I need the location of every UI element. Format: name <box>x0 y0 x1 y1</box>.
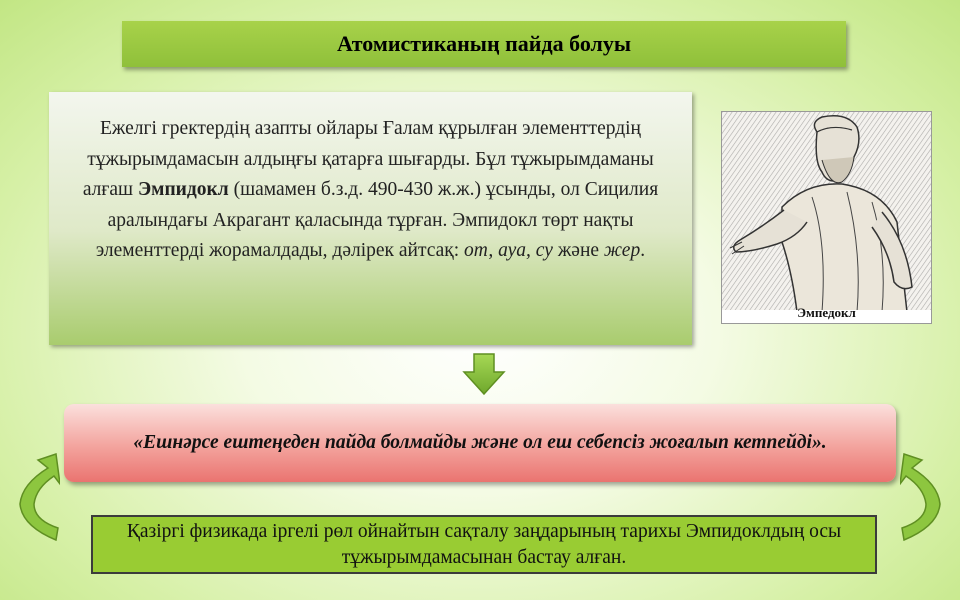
description-text-1: Ежелгі гректердің азапты ойлары Ғалам құрылған элементтердің тұжырымдамасын алдыңғы қатарға шығарды. Бұл тұжырымдаманы алғаш <box>82 118 654 200</box>
curved-arrow-right-icon <box>900 448 952 544</box>
elements-list: от, ауа, су <box>464 240 553 261</box>
down-arrow-icon <box>462 352 506 396</box>
description-text-2: (шамамен б.з.д. 490-430 ж.ж.) ұсынды, ол Сицилия аралындағы Акрагант қаласында тұрған. Эмпидокл төрт нақты элементтерді жорамалдады, дәлірек айтсақ: <box>95 179 659 261</box>
empedocles-portrait <box>721 111 932 324</box>
conclusion-text: Қазіргі физикада іргелі рөл ойнайтын сақталу заңдарының тарихы Эмпидоклдың осы тұжырымдамасынан бастау алған. <box>126 520 842 568</box>
description-box <box>49 92 692 345</box>
philosopher-name: Эмпидокл <box>137 179 229 200</box>
description-conjunction: және <box>552 240 604 261</box>
conclusion-box <box>91 515 877 574</box>
slide-title-bar <box>122 21 846 67</box>
curved-arrow-left-icon <box>8 448 60 544</box>
portrait-caption: Эмпедокл <box>797 305 856 320</box>
element-earth: жер <box>603 240 641 261</box>
description-end: . <box>640 240 646 261</box>
quote-box <box>64 404 896 482</box>
portrait-engraving <box>722 112 932 324</box>
slide-title: Атомистиканың пайда болуы <box>336 31 632 56</box>
quote-text: «Ешнәрсе ештеңеден пайда болмайды және ол еш себепсіз жоғалып кетпейді». <box>133 432 827 453</box>
